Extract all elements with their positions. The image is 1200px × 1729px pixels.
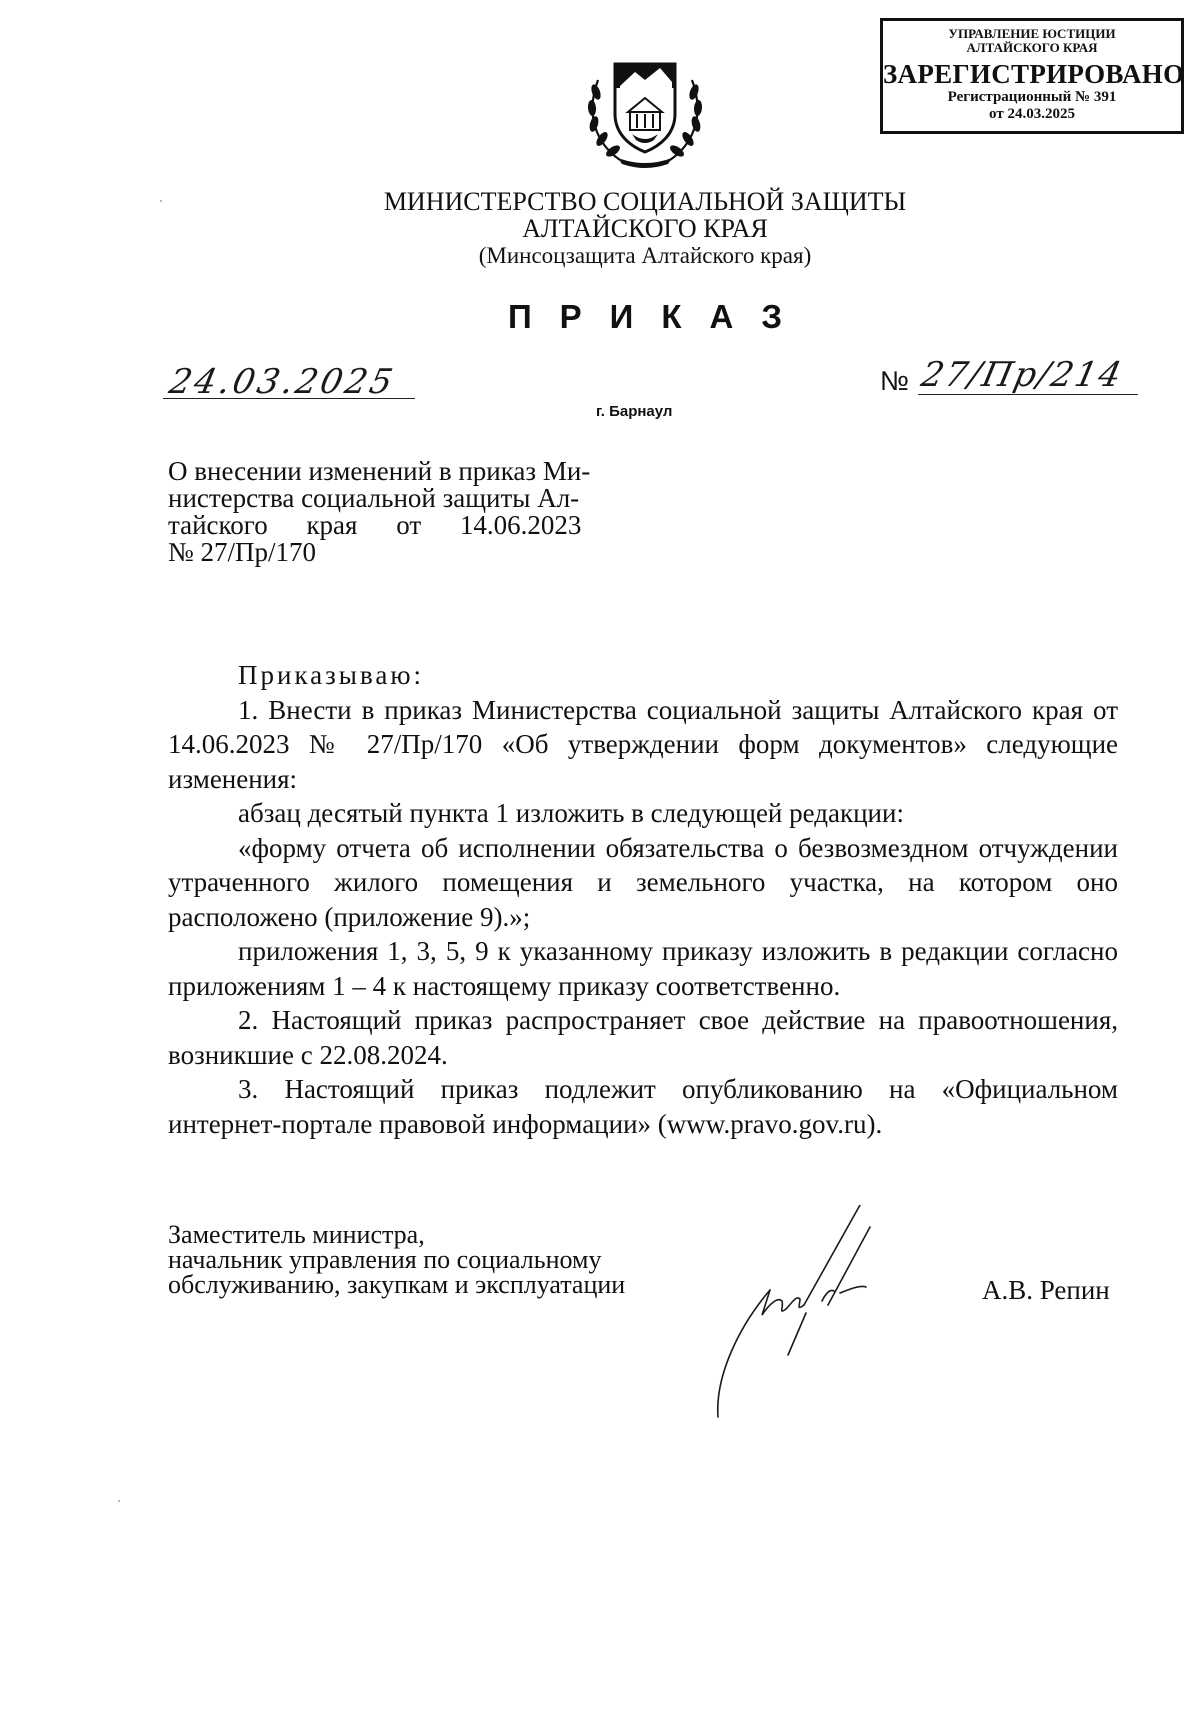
- signer-position-line2: начальник управления по социальному: [168, 1245, 602, 1274]
- body-paragraph-6: 3. Настоящий приказ подлежит опубликованию на «Официальном интернет-портале правовой информации» (www.pravo.gov.ru).: [168, 1074, 1118, 1139]
- subject-line4: № 27/Пр/170: [168, 537, 317, 567]
- subject-line3-row: [168, 512, 634, 539]
- stamp-reg-date-label: от: [989, 106, 1004, 122]
- document-type-title: ПРИКАЗ: [507, 298, 811, 335]
- signer-name: А.В. Репин: [982, 1275, 1110, 1305]
- signer-position-line1: Заместитель министра,: [168, 1220, 425, 1249]
- ministry-short-name: (Минсоцзащита Алтайского края): [478, 243, 812, 268]
- subject-line1: О внесении изменений в приказ Ми-: [168, 456, 591, 486]
- number-underline: [918, 394, 1138, 395]
- stamp-title: ЗАРЕГИСТРИРОВАНО: [883, 59, 1185, 89]
- signer-position-line3: обслуживанию, закупкам и эксплуатации: [168, 1270, 626, 1299]
- subject-line3: тайского края от 14.06.2023: [168, 510, 582, 540]
- stamp-reg-number-label: Регистрационный №: [947, 89, 1091, 105]
- scan-speck: [118, 1500, 120, 1502]
- coat-of-arms-icon: [580, 42, 710, 172]
- order-body: [168, 658, 1118, 1141]
- order-number-label: №: [880, 366, 909, 396]
- order-subject: [168, 458, 634, 566]
- date-underline: [163, 398, 415, 399]
- body-paragraph-3: «форму отчета об исполнении обязательства о безвозмездном отчуждении утраченного жилого помещения и земельного участка, на котором оно расположено (приложение 9).»;: [168, 832, 1118, 932]
- handwritten-signature: [700, 1205, 930, 1420]
- order-number: 27/Пр/214: [917, 355, 1127, 395]
- stamp-reg-date: 24.03.2025: [1007, 106, 1075, 122]
- body-paragraph-5: 2. Настоящий приказ распространяет свое действие на правоотношения, возникшие с 22.08.2024.: [168, 1005, 1118, 1070]
- stamp-reg-number-row: [883, 89, 1181, 106]
- stamp-org-line1: УПРАВЛЕНИЕ ЮСТИЦИИ: [948, 26, 1116, 41]
- stamp-reg-number: 391: [1093, 89, 1117, 105]
- scan-speck: [160, 200, 162, 202]
- order-date: 24.03.2025: [165, 362, 399, 402]
- subject-line2: нистерства социальной защиты Ал-: [168, 483, 580, 513]
- city: г. Барнаул: [596, 403, 673, 420]
- stamp-reg-date-row: [883, 106, 1181, 123]
- body-paragraph-1: 1. Внести в приказ Министерства социальной защиты Алтайского края от 14.06.2023 № 27/Пр/170 «Об утверждении форм документов» следующие изменения:: [168, 694, 1118, 794]
- body-paragraph-2: абзац десятый пункта 1 изложить в следующей редакции:: [238, 798, 904, 828]
- ministry-name-line1: МИНИСТЕРСТВО СОЦИАЛЬНОЙ ЗАЩИТЫ: [383, 187, 907, 216]
- registration-stamp: [880, 18, 1184, 134]
- body-paragraph-4: приложения 1, 3, 5, 9 к указанному приказу изложить в редакции согласно приложениям 1 – 4 к настоящему приказу соответственно.: [168, 936, 1118, 1001]
- stamp-org-line2: АЛТАЙСКОГО КРАЯ: [966, 40, 1098, 55]
- ministry-header: [300, 188, 990, 269]
- signer-position: [168, 1222, 625, 1297]
- body-intro: Приказываю:: [238, 660, 424, 690]
- ministry-name-line2: АЛТАЙСКОГО КРАЯ: [522, 214, 768, 243]
